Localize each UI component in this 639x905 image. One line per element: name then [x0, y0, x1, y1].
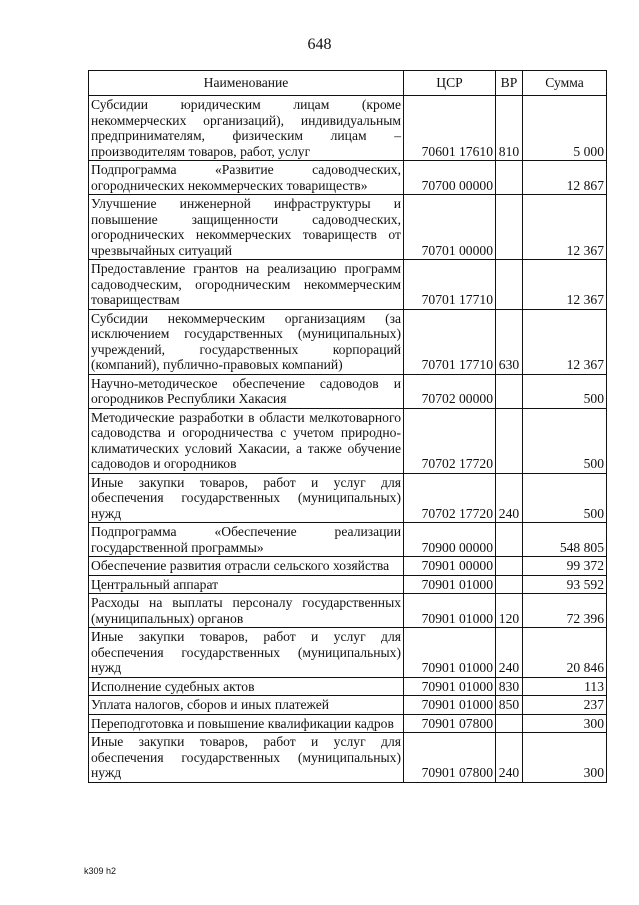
table-row [89, 408, 607, 473]
row-vr: 850 [496, 696, 523, 715]
page-number: 648 [307, 36, 332, 53]
row-csr: 70900 00000 [404, 523, 496, 557]
table-row [89, 733, 607, 783]
table-row [89, 628, 607, 678]
row-sum: 12 367 [523, 309, 607, 374]
row-vr [496, 195, 523, 260]
row-sum: 500 [523, 408, 607, 473]
row-sum: 548 805 [523, 523, 607, 557]
row-name: Иные закупки товаров, работ и услуг для обеспечения государственных (муниципальных) нужд [89, 733, 404, 783]
column-header-name: Наименование [89, 71, 404, 96]
row-vr: 630 [496, 309, 523, 374]
row-name: Подпрограмма «Развитие садоводческих, огороднических некоммерческих товариществ» [89, 161, 404, 195]
table-row [89, 575, 607, 594]
row-sum: 12 367 [523, 195, 607, 260]
row-sum: 300 [523, 714, 607, 733]
row-csr: 70702 17720 [404, 408, 496, 473]
row-csr: 70701 17710 [404, 260, 496, 310]
table-row [89, 374, 607, 408]
row-name: Подпрограмма «Обеспечение реализации государственной программы» [89, 523, 404, 557]
row-name: Улучшение инженерной инфраструктуры и повышение защищенности садоводческих, огороднических некоммерческих товариществ от чрезвычайных ситуаций [89, 195, 404, 260]
row-sum: 12 367 [523, 260, 607, 310]
row-name: Научно-методическое обеспечение садоводов и огородников Республики Хакасия [89, 374, 404, 408]
row-name: Субсидии юридическим лицам (кроме некоммерческих организаций), индивидуальным предпринимателям, физическим лицам – производителям товаров, работ, услуг [89, 96, 404, 161]
row-name: Иные закупки товаров, работ и услуг для обеспечения государственных (муниципальных) нужд [89, 628, 404, 678]
table-row [89, 677, 607, 696]
row-sum: 500 [523, 473, 607, 523]
row-csr: 70601 17610 [404, 96, 496, 161]
row-csr: 70700 00000 [404, 161, 496, 195]
table-row [89, 714, 607, 733]
row-name: Субсидии некоммерческим организациям (за исключением государственных (муниципальных) учреждений, государственных корпораций (компаний), публично-правовых компаний) [89, 309, 404, 374]
row-sum: 93 592 [523, 575, 607, 594]
row-csr: 70701 17710 [404, 309, 496, 374]
table-row [89, 96, 607, 161]
row-sum: 20 846 [523, 628, 607, 678]
row-vr [496, 714, 523, 733]
row-vr: 810 [496, 96, 523, 161]
table-row [89, 523, 607, 557]
column-header-csr: ЦСР [404, 71, 496, 96]
row-vr: 240 [496, 473, 523, 523]
row-name: Иные закупки товаров, работ и услуг для обеспечения государственных (муниципальных) нужд [89, 473, 404, 523]
budget-table [88, 70, 607, 783]
row-vr [496, 374, 523, 408]
row-vr [496, 408, 523, 473]
row-name: Переподготовка и повышение квалификации кадров [89, 714, 404, 733]
table-row [89, 696, 607, 715]
row-name: Уплата налогов, сборов и иных платежей [89, 696, 404, 715]
footer-code: k309 h2 [84, 866, 117, 876]
table-row [89, 161, 607, 195]
row-sum: 113 [523, 677, 607, 696]
row-vr [496, 523, 523, 557]
table-row [89, 594, 607, 628]
row-csr: 70901 01000 [404, 628, 496, 678]
row-name: Методические разработки в области мелкотоварного садоводства и огородничества с учетом природно-климатических условий Хакасии, а также обучение садоводов и огородников [89, 408, 404, 473]
row-vr [496, 575, 523, 594]
table-row [89, 260, 607, 310]
row-vr: 240 [496, 628, 523, 678]
row-vr: 120 [496, 594, 523, 628]
row-csr: 70901 07800 [404, 714, 496, 733]
row-vr [496, 260, 523, 310]
row-sum: 500 [523, 374, 607, 408]
row-csr: 70701 00000 [404, 195, 496, 260]
table-row [89, 473, 607, 523]
table-row [89, 557, 607, 576]
table-row [89, 195, 607, 260]
row-name: Предоставление грантов на реализацию программ садоводческим, огородническим некоммерческим товариществам [89, 260, 404, 310]
row-csr: 70901 00000 [404, 557, 496, 576]
row-vr [496, 161, 523, 195]
row-sum: 5 000 [523, 96, 607, 161]
row-vr: 240 [496, 733, 523, 783]
row-sum: 99 372 [523, 557, 607, 576]
row-vr [496, 557, 523, 576]
row-csr: 70901 01000 [404, 677, 496, 696]
row-sum: 12 867 [523, 161, 607, 195]
table-header-row [89, 71, 607, 96]
row-csr: 70901 01000 [404, 696, 496, 715]
row-name: Расходы на выплаты персоналу государственных (муниципальных) органов [89, 594, 404, 628]
column-header-vr: ВР [496, 71, 523, 96]
row-csr: 70702 00000 [404, 374, 496, 408]
row-name: Исполнение судебных актов [89, 677, 404, 696]
row-sum: 72 396 [523, 594, 607, 628]
row-name: Центральный аппарат [89, 575, 404, 594]
column-header-sum: Сумма [523, 71, 607, 96]
row-name: Обеспечение развития отрасли сельского хозяйства [89, 557, 404, 576]
row-sum: 237 [523, 696, 607, 715]
row-csr: 70901 07800 [404, 733, 496, 783]
row-sum: 300 [523, 733, 607, 783]
row-vr: 830 [496, 677, 523, 696]
row-csr: 70901 01000 [404, 594, 496, 628]
row-csr: 70901 01000 [404, 575, 496, 594]
row-csr: 70702 17720 [404, 473, 496, 523]
table-row [89, 309, 607, 374]
